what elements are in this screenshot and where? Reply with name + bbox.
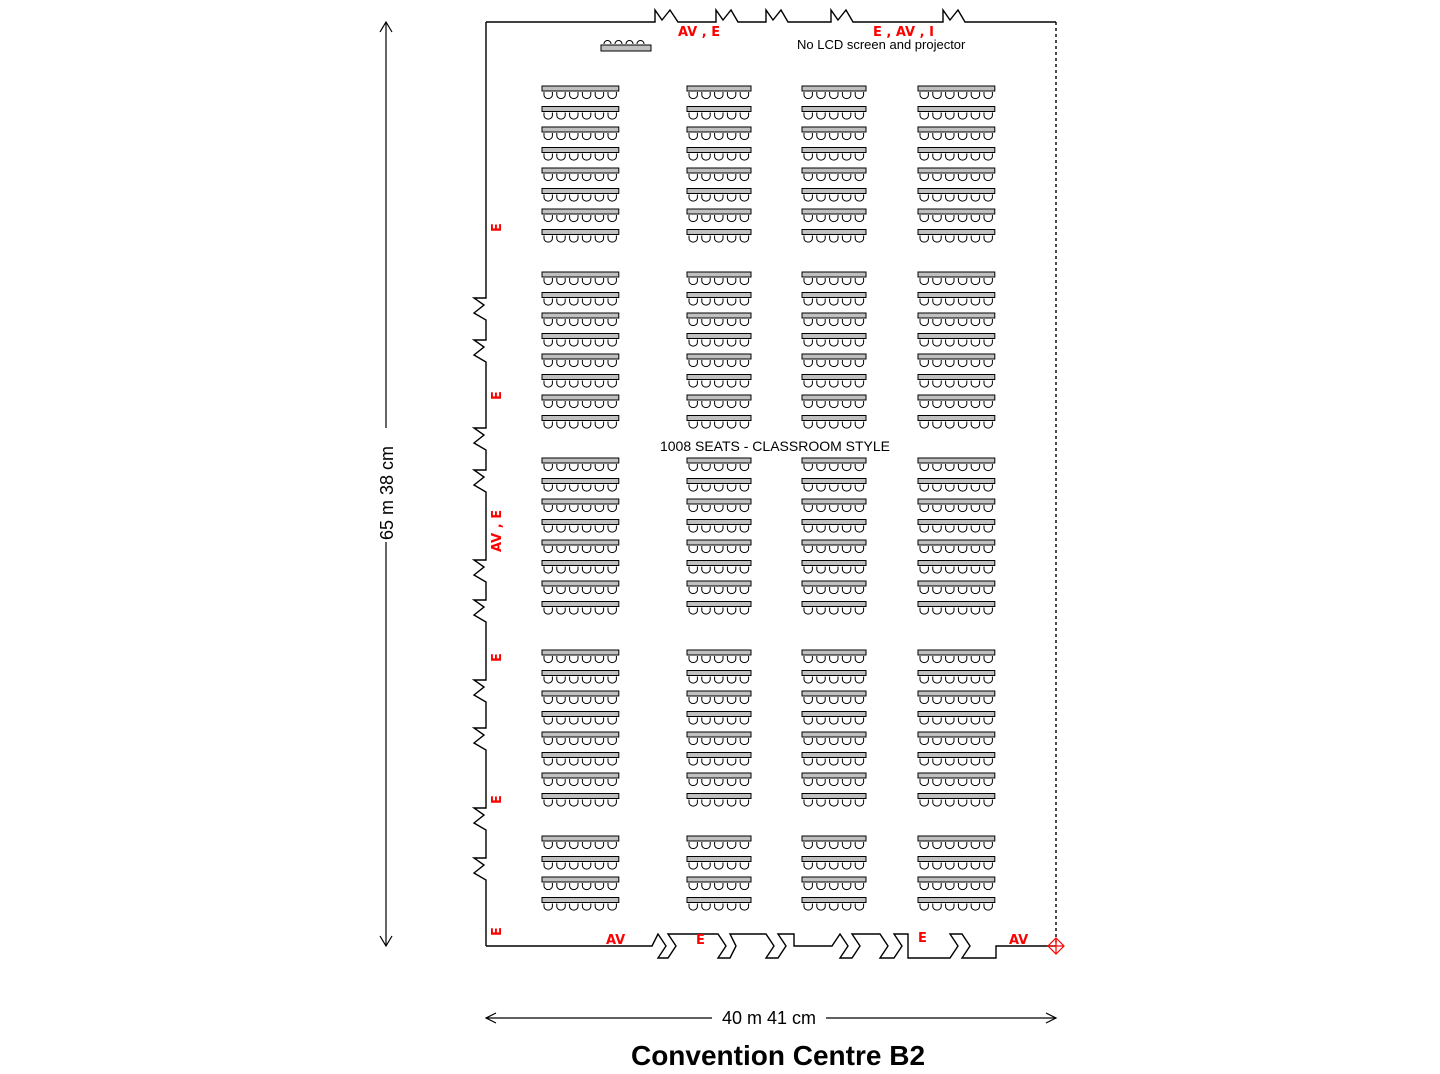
- seating-row: [802, 416, 866, 429]
- seating-row: [918, 354, 995, 367]
- seating-row: [687, 272, 751, 285]
- seating-row: [802, 127, 866, 140]
- seating-row: [687, 540, 751, 553]
- seating-note: 1008 SEATS - CLASSROOM STYLE: [659, 438, 891, 454]
- seating-row: [802, 395, 866, 408]
- seating-row: [918, 395, 995, 408]
- seating-row: [542, 520, 619, 533]
- seating-row: [687, 168, 751, 181]
- head-table: [601, 41, 651, 51]
- seating-row: [918, 230, 995, 243]
- seating-row: [918, 86, 995, 99]
- seating-row: [802, 540, 866, 553]
- seating-row: [687, 773, 751, 786]
- seating-row: [802, 230, 866, 243]
- seating-row: [918, 836, 995, 849]
- seating-row: [802, 753, 866, 766]
- seating-row: [542, 753, 619, 766]
- seating-row: [687, 395, 751, 408]
- seating-row: [802, 671, 866, 684]
- seating-row: [918, 148, 995, 161]
- seating-row: [542, 479, 619, 492]
- seating-row: [802, 857, 866, 870]
- seating-row: [687, 148, 751, 161]
- seating-row: [542, 650, 619, 663]
- seating-row: [542, 354, 619, 367]
- seating-row: [802, 354, 866, 367]
- seating-row: [802, 86, 866, 99]
- seating-row: [918, 168, 995, 181]
- seating-row: [918, 773, 995, 786]
- seating-row: [687, 794, 751, 807]
- seating-row: [542, 540, 619, 553]
- seating-row: [918, 732, 995, 745]
- seating-row: [687, 581, 751, 594]
- seating-row: [918, 458, 995, 471]
- seating-row: [802, 773, 866, 786]
- label-left-2: E: [490, 391, 505, 400]
- seating-row: [687, 857, 751, 870]
- seating-row: [542, 581, 619, 594]
- seating-row: [542, 313, 619, 326]
- seating-row: [687, 189, 751, 202]
- seating-row: [918, 898, 995, 911]
- seating-row: [802, 334, 866, 347]
- page-title: Convention Centre B2: [630, 1040, 926, 1071]
- seating-row: [802, 794, 866, 807]
- seating-row: [687, 334, 751, 347]
- seating-row: [687, 499, 751, 512]
- seating-row: [542, 375, 619, 388]
- seating-row: [542, 857, 619, 870]
- seating-row: [918, 416, 995, 429]
- seating-row: [687, 479, 751, 492]
- seating-row: [542, 168, 619, 181]
- seating-row: [542, 209, 619, 222]
- seating-row: [542, 127, 619, 140]
- seating-row: [802, 898, 866, 911]
- seating-row: [542, 458, 619, 471]
- seating-row: [802, 691, 866, 704]
- seating-row: [687, 458, 751, 471]
- seating-row: [802, 375, 866, 388]
- seating-row: [542, 602, 619, 615]
- seating-row: [542, 148, 619, 161]
- seating-row: [687, 416, 751, 429]
- seating-row: [687, 375, 751, 388]
- seating-row: [542, 293, 619, 306]
- seating-row: [687, 127, 751, 140]
- seating-row: [918, 334, 995, 347]
- label-left-5: E: [490, 795, 505, 804]
- seating-row: [918, 712, 995, 725]
- corner-marker-icon: [1048, 938, 1064, 954]
- seating-row: [802, 836, 866, 849]
- seating-row: [802, 168, 866, 181]
- seating-row: [687, 691, 751, 704]
- seating-row: [802, 602, 866, 615]
- seating-row: [687, 354, 751, 367]
- seating-row: [802, 877, 866, 890]
- width-label: 40 m 41 cm: [721, 1008, 817, 1028]
- seating-row: [542, 773, 619, 786]
- seating-row: [687, 732, 751, 745]
- seating-row: [918, 581, 995, 594]
- label-bottom-3: E: [918, 931, 927, 946]
- seating-row: [802, 581, 866, 594]
- seating-row: [687, 712, 751, 725]
- seating-row: [542, 86, 619, 99]
- seating-row: [542, 107, 619, 120]
- seating-row: [918, 313, 995, 326]
- seating-row: [687, 836, 751, 849]
- seating-row: [687, 898, 751, 911]
- seating-area: [542, 86, 995, 910]
- seating-row: [542, 334, 619, 347]
- seating-row: [542, 794, 619, 807]
- seating-row: [802, 520, 866, 533]
- seating-row: [542, 230, 619, 243]
- seating-row: [687, 293, 751, 306]
- label-top-left: AV , E: [678, 25, 721, 40]
- label-left-6: E: [490, 927, 505, 936]
- seating-row: [802, 561, 866, 574]
- seating-row: [687, 209, 751, 222]
- seating-row: [542, 691, 619, 704]
- seating-row: [687, 671, 751, 684]
- seating-row: [542, 499, 619, 512]
- seating-row: [802, 479, 866, 492]
- seating-row: [542, 416, 619, 429]
- seating-row: [687, 602, 751, 615]
- seating-row: [687, 230, 751, 243]
- label-top-right: E , AV , I: [873, 25, 934, 40]
- label-bottom-4: AV: [1009, 933, 1029, 948]
- seating-row: [542, 712, 619, 725]
- seating-row: [918, 189, 995, 202]
- seating-row: [687, 877, 751, 890]
- seating-row: [918, 691, 995, 704]
- seating-row: [918, 561, 995, 574]
- seating-row: [918, 293, 995, 306]
- seating-row: [687, 753, 751, 766]
- seating-row: [918, 479, 995, 492]
- seating-row: [687, 313, 751, 326]
- label-left-3: AV , E: [490, 509, 505, 552]
- seating-row: [542, 898, 619, 911]
- seating-row: [687, 650, 751, 663]
- seating-row: [687, 107, 751, 120]
- seating-row: [802, 148, 866, 161]
- seating-row: [918, 127, 995, 140]
- label-bottom-2: E: [696, 933, 705, 948]
- seating-row: [802, 499, 866, 512]
- seating-row: [802, 272, 866, 285]
- seating-row: [542, 671, 619, 684]
- seating-row: [687, 520, 751, 533]
- seating-row: [918, 857, 995, 870]
- seating-row: [802, 293, 866, 306]
- seating-row: [542, 877, 619, 890]
- seating-row: [918, 209, 995, 222]
- seating-row: [918, 540, 995, 553]
- seating-row: [918, 499, 995, 512]
- seating-row: [918, 794, 995, 807]
- seating-row: [918, 877, 995, 890]
- seating-row: [802, 189, 866, 202]
- seating-row: [918, 272, 995, 285]
- seating-row: [802, 732, 866, 745]
- seating-row: [802, 209, 866, 222]
- label-left-4: E: [490, 653, 505, 662]
- label-bottom-1: AV: [606, 933, 626, 948]
- seating-row: [918, 671, 995, 684]
- seating-row: [802, 712, 866, 725]
- seating-row: [687, 561, 751, 574]
- seating-row: [918, 753, 995, 766]
- seating-row: [542, 189, 619, 202]
- seating-row: [542, 395, 619, 408]
- seating-row: [542, 561, 619, 574]
- seating-row: [918, 107, 995, 120]
- seating-row: [918, 375, 995, 388]
- seating-row: [542, 732, 619, 745]
- seating-row: [802, 650, 866, 663]
- screen-note: No LCD screen and projector: [797, 37, 966, 52]
- seating-row: [542, 272, 619, 285]
- height-label: 65 m 38 cm: [377, 445, 397, 540]
- label-left-1: E: [490, 223, 505, 232]
- seating-row: [918, 520, 995, 533]
- seating-row: [918, 650, 995, 663]
- seating-row: [687, 86, 751, 99]
- seating-row: [802, 458, 866, 471]
- seating-row: [918, 602, 995, 615]
- seating-row: [802, 313, 866, 326]
- seating-row: [802, 107, 866, 120]
- seating-row: [542, 836, 619, 849]
